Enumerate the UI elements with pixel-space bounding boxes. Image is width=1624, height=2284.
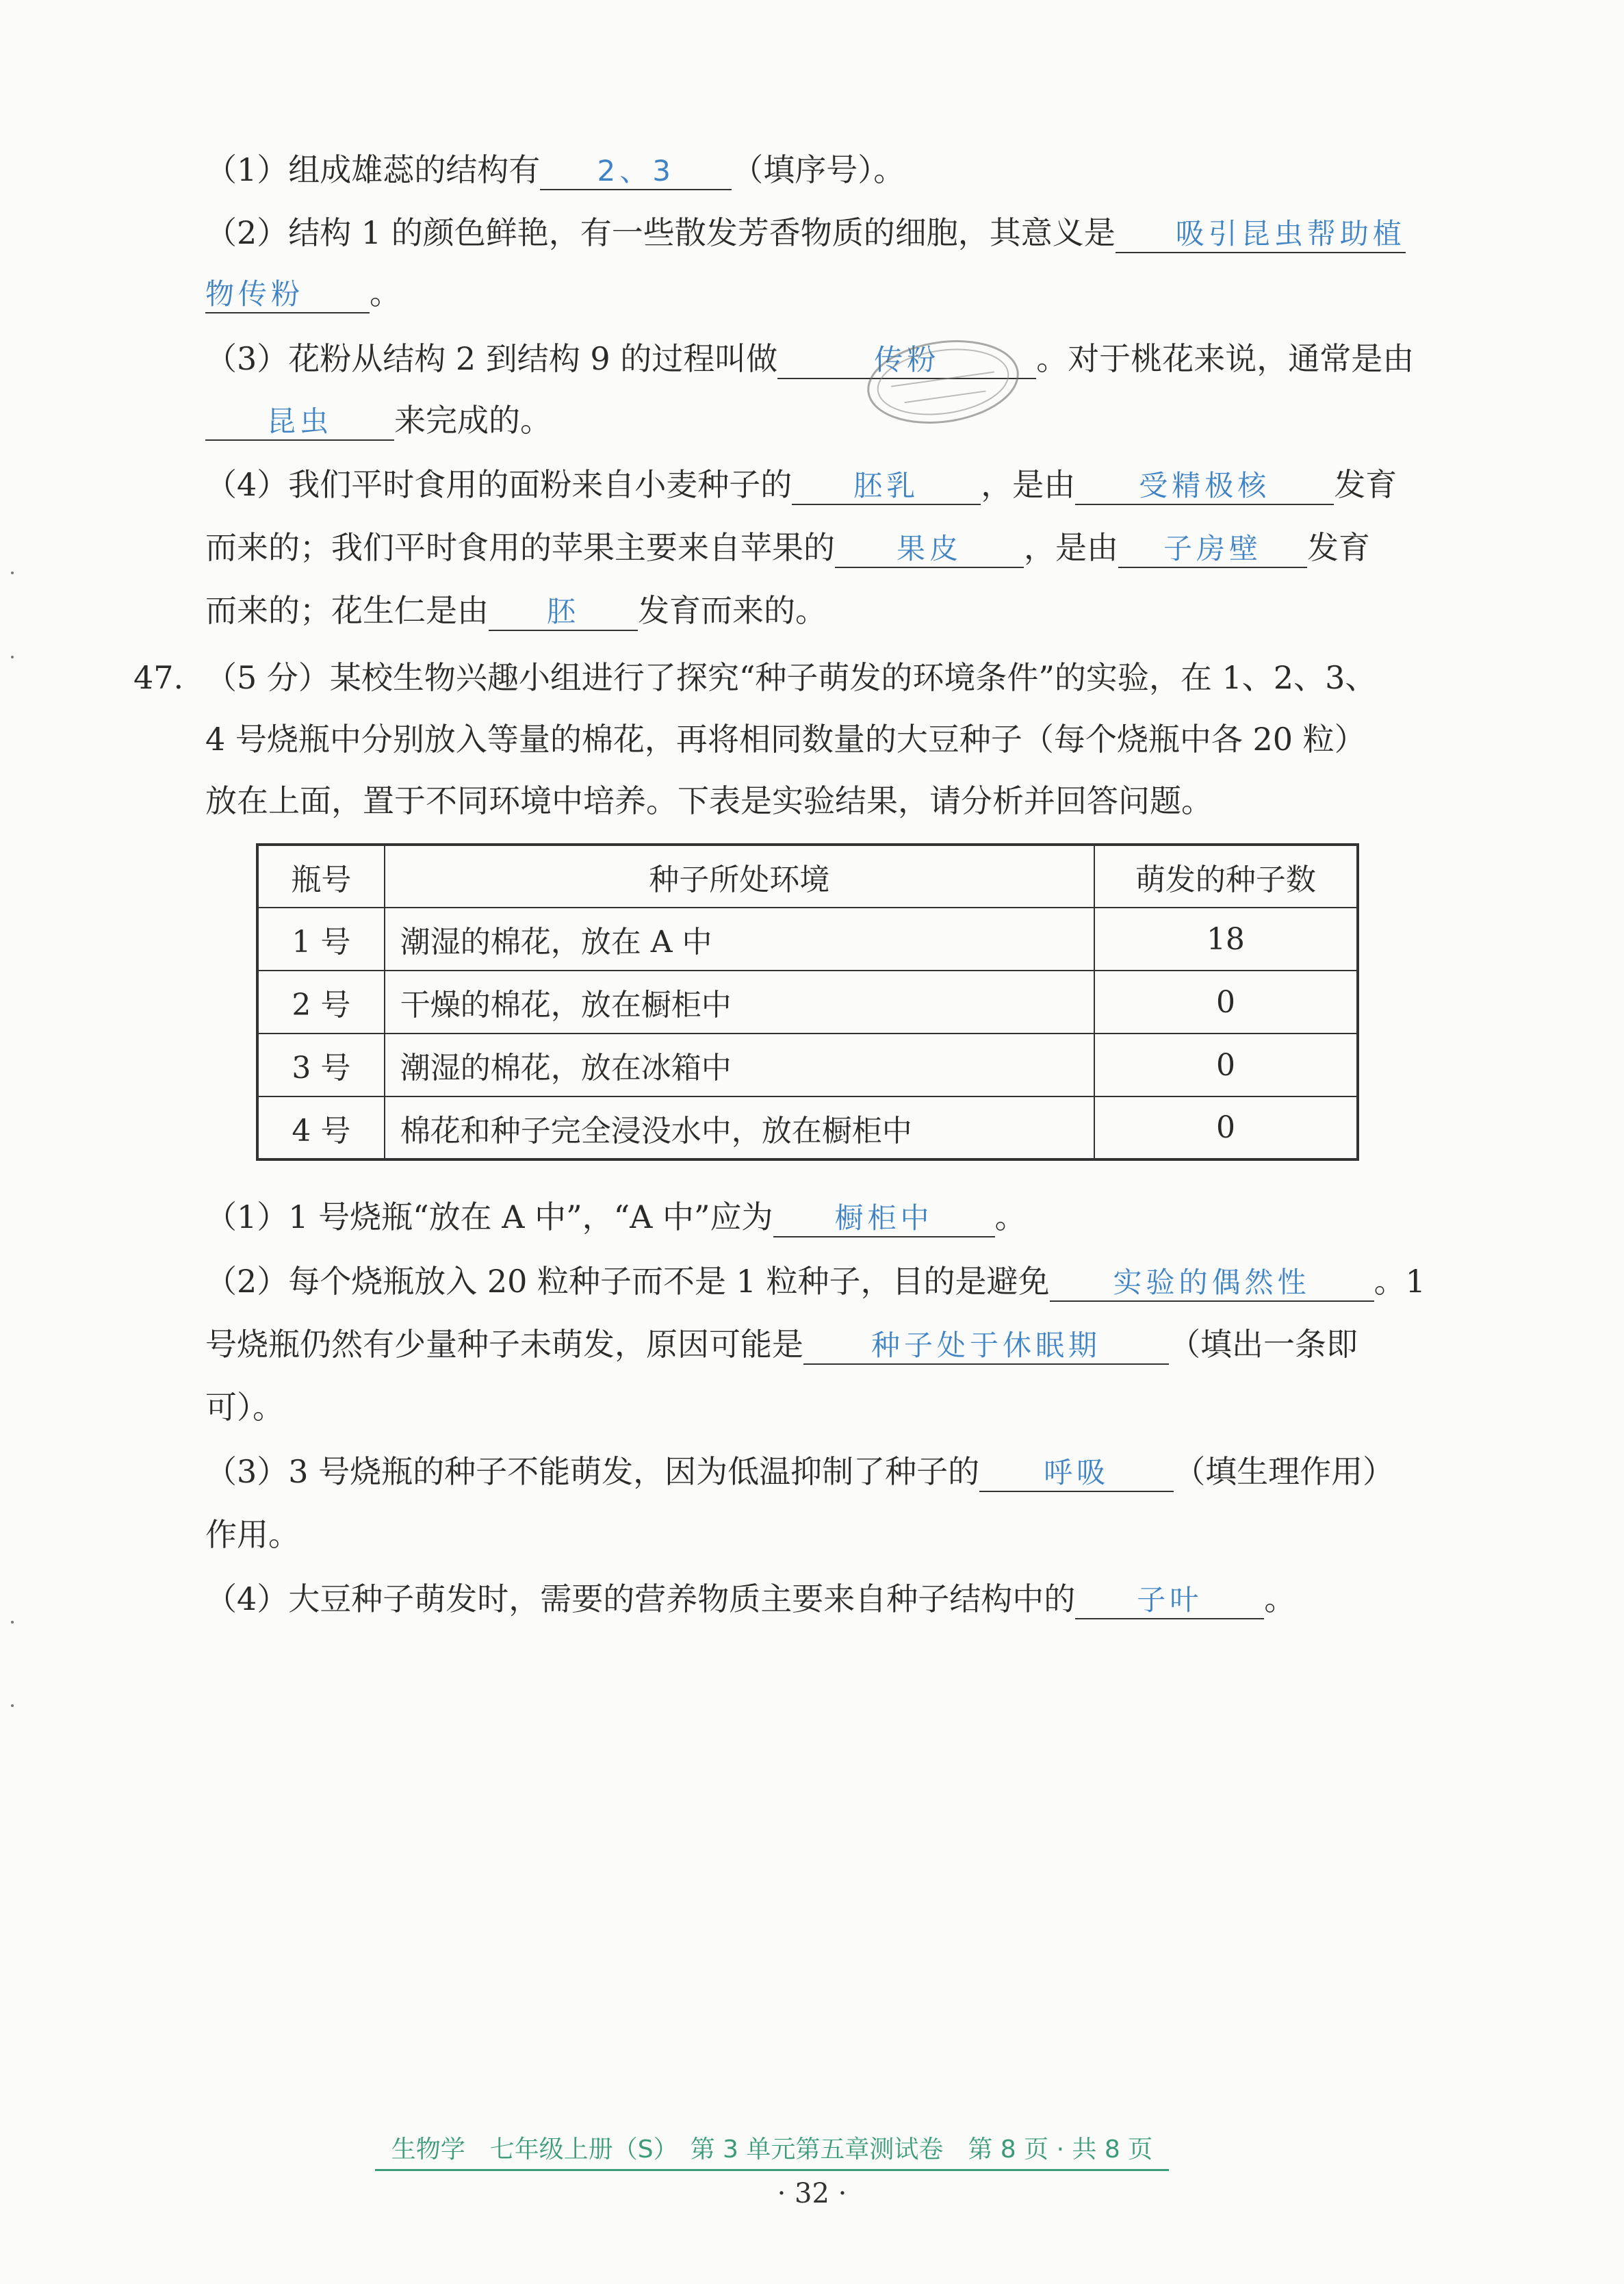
q46-p3-answer1: 传粉 — [777, 342, 1036, 379]
q47-sub1 — [205, 1196, 1417, 1237]
table-cell: 0 — [1094, 1034, 1358, 1096]
q46-p3-mid: 。对于桃花来说，通常是由 — [1036, 340, 1415, 377]
q46-p4-mid2: ，是由 — [1024, 529, 1118, 566]
q46-p4-mid1: ，是由 — [981, 466, 1076, 503]
q46-p4-post3: 发育而来的。 — [638, 592, 827, 629]
q47-s2-answer1: 实验的偶然性 — [1050, 1265, 1374, 1302]
q47-stem-line3: 放在上面，置于不同环境中培养。下表是实验结果，请分析并回答问题。 — [205, 782, 1213, 819]
page-number: · 32 · — [777, 2178, 847, 2209]
table-cell: 0 — [1094, 1096, 1358, 1159]
q46-part1 — [205, 149, 1417, 190]
table-header-cell: 种子所处环境 — [385, 845, 1094, 908]
q46-p3-text: （3）花粉从结构 2 到结构 9 的过程叫做 — [205, 340, 778, 377]
q46-p4-answer2: 受精极核 — [1075, 468, 1334, 505]
q47-s1-answer: 橱柜中 — [773, 1201, 995, 1237]
q47-sub3-line1 — [205, 1451, 1417, 1492]
q47-s3-text: （3）3 号烧瓶的种子不能萌发，因为低温抑制了种子的 — [205, 1453, 980, 1490]
table-row — [257, 1034, 1358, 1096]
q46-p2-answer-b: 物传粉 — [205, 277, 370, 313]
q46-p1-suffix: （填序号）。 — [732, 151, 905, 188]
table-cell: 潮湿的棉花，放在冰箱中 — [385, 1034, 1094, 1096]
q46-part2-line1 — [205, 212, 1417, 253]
margin-mark — [11, 1621, 14, 1624]
q46-p4-answer1: 胚乳 — [792, 468, 981, 505]
q46-p4-post2: 发育 — [1307, 529, 1370, 566]
q47-s2-text2: 号烧瓶仍然有少量种子未萌发，原因可能是 — [205, 1326, 803, 1363]
q46-p4-answer5: 胚 — [489, 594, 638, 631]
q46-p4-answer4: 子房壁 — [1118, 531, 1307, 568]
q46-p3-suffix: 来完成的。 — [394, 402, 552, 439]
table-cell: 3 号 — [257, 1034, 385, 1096]
q47-s3-post: （填生理作用） — [1174, 1453, 1395, 1490]
table-cell: 1 号 — [257, 908, 385, 971]
table-row — [257, 908, 1358, 971]
q46-part4-line3 — [205, 590, 1417, 631]
q47-s4-suffix: 。 — [1264, 1580, 1296, 1617]
q46-p4-answer3: 果皮 — [835, 531, 1024, 568]
page-footer: 生物学 七年级上册（S） 第 3 单元第五章测试卷 第 8 页 · 共 8 页 — [375, 2130, 1169, 2171]
q46-p1-answer: 2、3 — [540, 153, 732, 190]
q47-s2-mid: 。1 — [1374, 1263, 1426, 1300]
q46-p2-suffix: 。 — [370, 274, 401, 311]
q47-s1-text: （1）1 号烧瓶“放在 A 中”，“A 中”应为 — [205, 1198, 773, 1235]
q46-p1-text: （1）组成雄蕊的结构有 — [205, 151, 541, 188]
q46-p4-text1: （4）我们平时食用的面粉来自小麦种子的 — [205, 466, 792, 503]
table-row — [257, 1096, 1358, 1159]
table-cell: 18 — [1094, 908, 1358, 971]
q46-part4-line2 — [205, 527, 1417, 568]
q47-s3-answer: 呼吸 — [979, 1455, 1174, 1492]
q47-stem-line2: 4 号烧瓶中分别放入等量的棉花，再将相同数量的大豆种子（每个烧瓶中各 20 粒） — [205, 721, 1366, 758]
q47-stem-line1: （5 分）某校生物兴趣小组进行了探究“种子萌发的环境条件”的实验，在 1、2、3、 — [205, 659, 1377, 696]
margin-mark — [11, 1704, 14, 1707]
q47-s2-post2: （填出一条即 — [1169, 1326, 1358, 1363]
q47-sub2-line2 — [205, 1324, 1417, 1365]
margin-mark — [11, 656, 14, 658]
q46-part4-line1 — [205, 464, 1417, 505]
q47-s2-text: （2）每个烧瓶放入 20 粒种子而不是 1 粒种子，目的是避免 — [205, 1263, 1050, 1300]
q47-sub4 — [205, 1578, 1417, 1619]
q46-p2-text: （2）结构 1 的颜色鲜艳，有一些散发芳香物质的细胞，其意义是 — [205, 214, 1116, 251]
q47-s2-answer2: 种子处于休眠期 — [803, 1328, 1169, 1365]
q47-sub2-line3: 可）。 — [205, 1389, 284, 1426]
q46-part2-line2 — [205, 272, 1417, 313]
table-cell: 0 — [1094, 971, 1358, 1034]
q46-p4-text3: 而来的；花生仁是由 — [205, 592, 489, 629]
q46-part3-line1 — [205, 338, 1417, 379]
experiment-table — [256, 843, 1359, 1161]
q46-p2-answer-a: 吸引昆虫帮助植 — [1116, 216, 1406, 253]
q46-p3-answer2: 昆虫 — [205, 404, 394, 441]
q46-p4-post1: 发育 — [1334, 466, 1397, 503]
q46-part3-line2 — [205, 400, 1417, 441]
margin-mark — [11, 572, 14, 574]
q46-p4-text2: 而来的；我们平时食用的苹果主要来自苹果的 — [205, 529, 835, 566]
q47-s4-text: （4）大豆种子萌发时，需要的营养物质主要来自种子结构中的 — [205, 1580, 1076, 1617]
table-cell: 2 号 — [257, 971, 385, 1034]
q47-s1-suffix: 。 — [994, 1198, 1027, 1235]
table-cell: 干燥的棉花，放在橱柜中 — [385, 971, 1094, 1034]
table-cell: 潮湿的棉花，放在 A 中 — [385, 908, 1094, 971]
table-cell: 4 号 — [257, 1096, 385, 1159]
table-row — [257, 971, 1358, 1034]
table-header-cell: 瓶号 — [257, 845, 385, 908]
q47-sub2-line1 — [205, 1261, 1426, 1302]
q47-number: 47. — [133, 659, 184, 696]
table-cell: 棉花和种子完全浸没水中，放在橱柜中 — [385, 1096, 1094, 1159]
table-header-row — [257, 845, 1358, 908]
table-header-cell: 萌发的种子数 — [1094, 845, 1358, 908]
q47-s4-answer: 子叶 — [1075, 1582, 1264, 1619]
q47-sub3-line2: 作用。 — [205, 1516, 300, 1553]
